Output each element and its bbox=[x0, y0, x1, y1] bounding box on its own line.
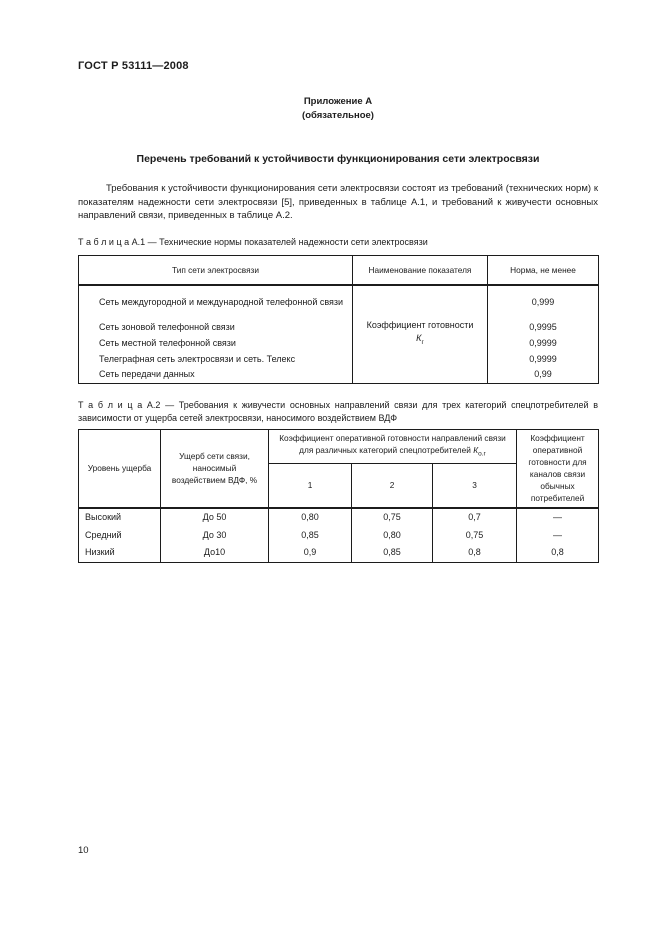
a2-damage-level: Низкий bbox=[79, 544, 161, 562]
table-row bbox=[79, 285, 599, 319]
a2-damage-value: До 50 bbox=[161, 508, 269, 526]
table-a2 bbox=[78, 429, 599, 563]
a1-network-type: Сеть междугородной и международной телефонной связи bbox=[79, 285, 353, 319]
a2-k2-value: 0,75 bbox=[352, 508, 433, 526]
running-header: ГОСТ Р 53111—2008 bbox=[78, 60, 189, 72]
table-a1-caption: Т а б л и ц а А.1 — Технические нормы показателей надежности сети электросвязи bbox=[78, 236, 428, 247]
table-row bbox=[79, 526, 599, 544]
a2-k2-value: 0,80 bbox=[352, 526, 433, 544]
table-a2-header-row-1 bbox=[79, 429, 599, 463]
page-number: 10 bbox=[78, 845, 89, 856]
indicator-symbol bbox=[358, 332, 482, 349]
table-row bbox=[79, 319, 599, 335]
a2-col-damage: Ущерб сети связи, наносимый воздействием ВДФ, % bbox=[161, 429, 269, 508]
a2-ordinary-value: — bbox=[517, 526, 599, 544]
a1-network-type: Сеть зоновой телефонной связи bbox=[79, 319, 353, 335]
table-a1 bbox=[78, 255, 599, 384]
table-row bbox=[79, 351, 599, 367]
table-row bbox=[79, 508, 599, 526]
page-content bbox=[0, 60, 661, 563]
a1-norm-value: 0,9999 bbox=[488, 335, 599, 351]
symbol-k: К bbox=[416, 333, 422, 344]
a2-k3-value: 0,7 bbox=[433, 508, 517, 526]
table-row bbox=[79, 367, 599, 383]
table-a1-header-row bbox=[79, 255, 599, 285]
a1-norm-value: 0,9999 bbox=[488, 351, 599, 367]
symbol-k-subscript: о.г bbox=[478, 450, 486, 458]
a2-subcol-3: 3 bbox=[433, 463, 517, 508]
a1-norm-value: 0,9995 bbox=[488, 319, 599, 335]
a1-norm-value: 0,999 bbox=[488, 285, 599, 319]
a1-network-type: Сеть местной телефонной связи bbox=[79, 335, 353, 351]
a1-norm-value: 0,99 bbox=[488, 367, 599, 383]
a2-k2-value: 0,85 bbox=[352, 544, 433, 562]
a2-col-ordinary: Коэффициент оперативной готовности для каналов связи обычных потребителей bbox=[517, 429, 599, 508]
a2-damage-value: До10 bbox=[161, 544, 269, 562]
group-header-text: Коэффициент оперативной готовности направлений связи для различных категорий спецпотребителей bbox=[279, 432, 506, 455]
a2-subcol-2: 2 bbox=[352, 463, 433, 508]
appendix-kind: (обязательное) bbox=[302, 110, 374, 121]
a1-col-norm: Норма, не менее bbox=[488, 255, 599, 285]
a1-col-network-type: Тип сети электросвязи bbox=[79, 255, 353, 285]
appendix-heading bbox=[78, 95, 598, 123]
a1-network-type: Телеграфная сеть электросвязи и сеть. Телекс bbox=[79, 351, 353, 367]
a2-k3-value: 0,8 bbox=[433, 544, 517, 562]
a2-col-group-koefficient bbox=[269, 429, 517, 463]
a2-subcol-1: 1 bbox=[269, 463, 352, 508]
a2-ordinary-value: 0,8 bbox=[517, 544, 599, 562]
intro-paragraph: Требования к устойчивости функционирования сети электросвязи состоят из требований (технических норм) к показателям надежности сети электросвязи [5], приведенных в таблице А.1, и требований к живучести основных направлений связи, приведенных в таблице А.2. bbox=[78, 183, 598, 221]
a1-network-type: Сеть передачи данных bbox=[79, 367, 353, 383]
a2-k1-value: 0,85 bbox=[269, 526, 352, 544]
page-title: Перечень требований к устойчивости функционирования сети электросвязи bbox=[136, 153, 540, 165]
table-row bbox=[79, 544, 599, 562]
a2-k1-value: 0,80 bbox=[269, 508, 352, 526]
a2-k1-value: 0,9 bbox=[269, 544, 352, 562]
table-a2-caption: Т а б л и ц а А.2 — Требования к живучести основных направлений связи для трех категорий спецпотребителей в зависимости от ущерба сетей электросвязи, наносимого воздействием ВДФ bbox=[78, 399, 598, 423]
symbol-k-subscript: г bbox=[421, 339, 424, 347]
a2-col-damage-level: Уровень ущерба bbox=[79, 429, 161, 508]
a2-damage-value: До 30 bbox=[161, 526, 269, 544]
symbol-k: К bbox=[473, 444, 479, 455]
table-row bbox=[79, 335, 599, 351]
a1-col-indicator-name: Наименование показателя bbox=[353, 255, 488, 285]
a1-indicator-cell bbox=[353, 285, 488, 383]
indicator-name: Коэффициент готовности bbox=[366, 320, 474, 331]
a2-damage-level: Высокий bbox=[79, 508, 161, 526]
appendix-label: Приложение А bbox=[303, 96, 373, 107]
a2-ordinary-value: — bbox=[517, 508, 599, 526]
a2-damage-level: Средний bbox=[79, 526, 161, 544]
a2-k3-value: 0,75 bbox=[433, 526, 517, 544]
